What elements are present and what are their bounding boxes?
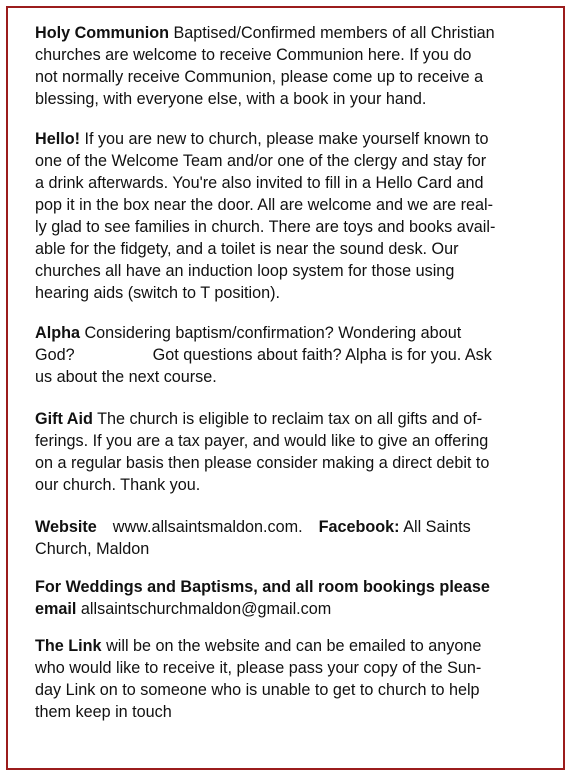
notice-line: Church, Maldon	[35, 540, 150, 558]
notice-heading: Gift Aid	[35, 410, 93, 428]
notice-line: hearing aids (switch to T position).	[35, 284, 281, 302]
notice-line: ferings. If you are a tax payer, and would like to give an offering	[35, 432, 489, 450]
notice-line: our church. Thank you.	[35, 476, 201, 494]
notice-text: God?	[35, 346, 75, 364]
notice-line	[35, 408, 540, 430]
notice-heading: Holy Communion	[35, 24, 169, 42]
notice-text: Baptised/Confirmed members of all Christian	[173, 24, 495, 42]
notice-line: on a regular basis then please consider making a direct debit to	[35, 454, 490, 472]
website-label: Website	[35, 518, 97, 536]
notice-heading: Hello!	[35, 130, 80, 148]
notice-line	[35, 128, 540, 150]
notice-line	[35, 22, 540, 44]
notice-line: them keep in touch	[35, 703, 172, 721]
notice-the-link	[35, 635, 540, 723]
notice-line: day Link on to someone who is unable to get to church to help	[35, 681, 480, 699]
facebook-page: All Saints	[403, 518, 471, 536]
website-link[interactable]: www.allsaintsmaldon.com.	[112, 518, 303, 536]
notice-holy-communion	[35, 22, 540, 110]
notice-line	[35, 635, 540, 657]
notice-line: able for the fidgety, and a toilet is near the sound desk. Our	[35, 240, 459, 258]
notice-website	[35, 516, 540, 560]
notice-heading: Alpha	[35, 324, 80, 342]
notice-text: If you are new to church, please make yourself known to	[84, 130, 489, 148]
notice-text: will be on the website and can be emailed to anyone	[106, 637, 482, 655]
notice-line: who would like to receive it, please pass your copy of the Sun-	[35, 659, 482, 677]
notice-text: Got questions about faith? Alpha is for you. Ask	[152, 346, 492, 364]
notice-hello	[35, 128, 540, 304]
notice-gift-aid	[35, 408, 540, 496]
email-link[interactable]: allsaintschurchmaldon@gmail.com	[80, 600, 332, 618]
facebook-label: Facebook:	[318, 518, 400, 536]
notice-line: pop it in the box near the door. All are welcome and we are real-	[35, 196, 494, 214]
notice-heading: The Link	[35, 637, 102, 655]
notice-alpha	[35, 322, 540, 388]
notice-line	[35, 516, 540, 538]
email-label: email	[35, 600, 77, 618]
notice-line: one of the Welcome Team and/or one of the clergy and stay for	[35, 152, 487, 170]
notice-line: churches are welcome to receive Communion here. If you do	[35, 46, 472, 64]
notice-line	[35, 344, 540, 366]
notice-bookings	[35, 576, 540, 620]
notice-line: churches all have an induction loop system for those using	[35, 262, 455, 280]
notice-line: blessing, with everyone else, with a book in your hand.	[35, 90, 427, 108]
notice-line	[35, 322, 540, 344]
bookings-heading: For Weddings and Baptisms, and all room bookings please	[35, 578, 490, 596]
notice-line: us about the next course.	[35, 368, 217, 386]
notice-line: not normally receive Communion, please come up to receive a	[35, 68, 484, 86]
notice-line	[35, 598, 540, 620]
notice-line: ly glad to see families in church. There are toys and books avail-	[35, 218, 496, 236]
notice-text: Considering baptism/confirmation? Wondering about	[84, 324, 462, 342]
notice-line: a drink afterwards. You're also invited to fill in a Hello Card and	[35, 174, 484, 192]
notice-text: The church is eligible to reclaim tax on all gifts and of-	[97, 410, 483, 428]
